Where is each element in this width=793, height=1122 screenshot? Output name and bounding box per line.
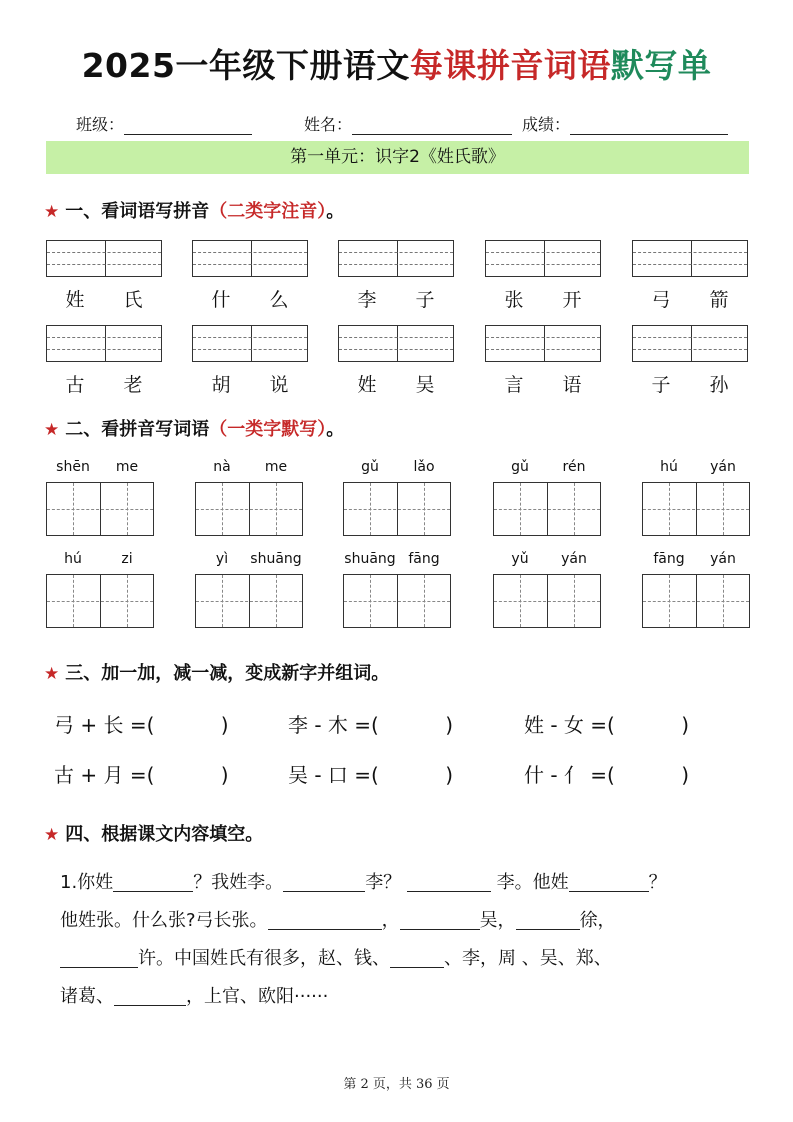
word-characters bbox=[338, 370, 454, 397]
pinyin-label: shuāng bbox=[250, 551, 302, 567]
class-blank[interactable] bbox=[124, 118, 252, 135]
equation: 弓 + 长 =( ) bbox=[54, 713, 229, 737]
name-blank[interactable] bbox=[352, 118, 512, 135]
section2-heading bbox=[44, 415, 344, 441]
pinyin-label: hú bbox=[64, 551, 82, 567]
word-char: 吴 bbox=[415, 374, 435, 396]
fill-line-2 bbox=[60, 902, 730, 940]
fill-line-3 bbox=[60, 940, 730, 978]
star-icon: ★ bbox=[44, 202, 60, 222]
page-number: 第 2 页，共 36 页 bbox=[343, 1077, 450, 1092]
word-char: 姓 bbox=[65, 289, 85, 311]
pinyin-label: yǔ bbox=[511, 551, 529, 567]
fill-blank[interactable] bbox=[113, 871, 193, 892]
fill-line-4 bbox=[60, 978, 730, 1016]
pinyin-writing-box[interactable] bbox=[338, 240, 454, 277]
star-icon: ★ bbox=[44, 420, 60, 440]
title-part2: 每课拼音词语 bbox=[409, 46, 611, 85]
character-grid[interactable] bbox=[493, 482, 601, 536]
word-char: 箭 bbox=[709, 289, 729, 311]
pinyin-label: shuāng bbox=[344, 551, 396, 567]
name-label: 姓名： bbox=[304, 115, 353, 134]
pinyin-writing-box[interactable] bbox=[46, 325, 162, 362]
fill-blank[interactable] bbox=[516, 909, 580, 930]
section1-title: 一、看词语写拼音 bbox=[65, 201, 210, 222]
pinyin-writing-box[interactable] bbox=[485, 240, 601, 277]
fill-blank[interactable] bbox=[390, 947, 444, 968]
word-char: 说 bbox=[269, 374, 289, 396]
pinyin-label: shēn bbox=[56, 459, 90, 475]
fill-blank[interactable] bbox=[114, 985, 186, 1006]
word-characters bbox=[485, 285, 601, 312]
word-characters bbox=[485, 370, 601, 397]
word-char: 言 bbox=[504, 374, 524, 396]
pinyin-label: yán bbox=[710, 551, 736, 567]
fill-blank[interactable] bbox=[400, 909, 480, 930]
equation: 古 + 月 =( ) bbox=[54, 763, 229, 787]
fill-text: ？我姓李。 bbox=[193, 872, 284, 893]
word-characters bbox=[632, 370, 748, 397]
class-field bbox=[76, 112, 252, 135]
word-char: 氏 bbox=[123, 289, 143, 311]
pinyin-label: hú bbox=[660, 459, 678, 475]
word-char: 张 bbox=[504, 289, 524, 311]
character-grid[interactable] bbox=[343, 482, 451, 536]
title-part1: 2025一年级下册语文 bbox=[81, 46, 410, 85]
pinyin-writing-box[interactable] bbox=[632, 325, 748, 362]
section3-title: 三、加一加，减一减，变成新字并组词。 bbox=[65, 663, 390, 684]
equation: 吴 - 口 =( ) bbox=[288, 763, 454, 787]
fill-text: 许。中国姓氏有很多，赵、钱、 bbox=[138, 948, 390, 969]
pinyin-label: gǔ bbox=[361, 459, 379, 475]
fill-text: ？ bbox=[648, 872, 667, 893]
pinyin-label: fāng bbox=[653, 551, 685, 567]
character-grid[interactable] bbox=[642, 574, 750, 628]
word-char: 什 bbox=[211, 289, 231, 311]
character-grid[interactable] bbox=[493, 574, 601, 628]
fill-text: 李？ bbox=[365, 872, 402, 893]
word-char: 李 bbox=[357, 289, 377, 311]
score-blank[interactable] bbox=[570, 118, 728, 135]
section1-end: 。 bbox=[326, 201, 345, 222]
equation: 姓 - 女 =( ) bbox=[524, 713, 690, 737]
character-grid[interactable] bbox=[343, 574, 451, 628]
word-char: 开 bbox=[562, 289, 582, 311]
word-characters bbox=[46, 370, 162, 397]
section2-note: （一类字默写） bbox=[209, 419, 327, 440]
word-characters bbox=[46, 285, 162, 312]
character-grid[interactable] bbox=[46, 574, 154, 628]
fill-blank[interactable] bbox=[283, 871, 365, 892]
fill-text: 徐， bbox=[579, 910, 616, 931]
fill-blank[interactable] bbox=[268, 909, 382, 930]
fill-line-1 bbox=[60, 864, 730, 902]
word-char: 语 bbox=[562, 374, 582, 396]
fill-text: 、李，周 、吴、郑、 bbox=[444, 948, 612, 969]
fill-text: 1.你姓 bbox=[60, 872, 114, 893]
fill-text: 诸葛、 bbox=[60, 986, 114, 1007]
pinyin-label: me bbox=[264, 459, 288, 475]
fill-text: 他姓张。什么张?弓长张。 bbox=[60, 910, 268, 931]
name-field bbox=[304, 112, 512, 135]
star-icon: ★ bbox=[44, 664, 60, 684]
pinyin-label: yán bbox=[561, 551, 587, 567]
word-characters bbox=[192, 285, 308, 312]
section1-heading bbox=[44, 197, 344, 223]
word-char: 么 bbox=[269, 289, 289, 311]
fill-text: 吴， bbox=[479, 910, 516, 931]
pinyin-writing-box[interactable] bbox=[485, 325, 601, 362]
title-part3: 默写单 bbox=[610, 46, 712, 85]
equation: 李 - 木 =( ) bbox=[288, 713, 454, 737]
fill-text: ，上官、欧阳······ bbox=[186, 986, 329, 1007]
pinyin-writing-box[interactable] bbox=[338, 325, 454, 362]
section2-end: 。 bbox=[326, 419, 345, 440]
word-char: 子 bbox=[651, 374, 671, 396]
word-characters bbox=[632, 285, 748, 312]
word-char: 胡 bbox=[211, 374, 231, 396]
pinyin-label: rén bbox=[562, 459, 586, 475]
word-characters bbox=[192, 370, 308, 397]
pinyin-label: zi bbox=[121, 551, 133, 567]
pinyin-label: me bbox=[115, 459, 139, 475]
section4-heading bbox=[44, 820, 263, 846]
word-char: 孙 bbox=[709, 374, 729, 396]
equation: 什 - 亻 =( ) bbox=[524, 763, 690, 787]
section2-title: 二、看拼音写词语 bbox=[65, 419, 210, 440]
unit-banner: 第一单元：识字2《姓氏歌》 bbox=[46, 141, 749, 174]
star-icon: ★ bbox=[44, 825, 60, 845]
fill-text: ， bbox=[381, 910, 400, 931]
character-grid[interactable] bbox=[195, 482, 303, 536]
pinyin-label: gǔ bbox=[511, 459, 529, 475]
pinyin-label: nà bbox=[213, 459, 231, 475]
pinyin-writing-box[interactable] bbox=[632, 240, 748, 277]
pinyin-label: fāng bbox=[408, 551, 440, 567]
pinyin-writing-box[interactable] bbox=[192, 325, 308, 362]
pinyin-label: yán bbox=[710, 459, 736, 475]
fill-text: 李。他姓 bbox=[496, 872, 569, 893]
word-char: 老 bbox=[123, 374, 143, 396]
fill-blank[interactable] bbox=[60, 947, 138, 968]
character-grid[interactable] bbox=[195, 574, 303, 628]
section3-heading bbox=[44, 659, 389, 685]
pinyin-writing-box[interactable] bbox=[192, 240, 308, 277]
character-grid[interactable] bbox=[46, 482, 154, 536]
score-label: 成绩： bbox=[522, 115, 571, 134]
word-char: 姓 bbox=[357, 374, 377, 396]
fill-blank[interactable] bbox=[569, 871, 649, 892]
word-char: 弓 bbox=[651, 289, 671, 311]
fill-blank[interactable] bbox=[407, 871, 491, 892]
page-title bbox=[0, 40, 793, 87]
score-field bbox=[522, 112, 728, 135]
pinyin-label: lǎo bbox=[413, 459, 435, 475]
word-char: 子 bbox=[415, 289, 435, 311]
character-grid[interactable] bbox=[642, 482, 750, 536]
word-char: 古 bbox=[65, 374, 85, 396]
section4-title: 四、根据课文内容填空。 bbox=[65, 824, 264, 845]
section1-note: （二类字注音） bbox=[209, 201, 327, 222]
word-characters bbox=[338, 285, 454, 312]
pinyin-writing-box[interactable] bbox=[46, 240, 162, 277]
class-label: 班级： bbox=[76, 115, 125, 134]
pinyin-label: yì bbox=[215, 551, 229, 567]
